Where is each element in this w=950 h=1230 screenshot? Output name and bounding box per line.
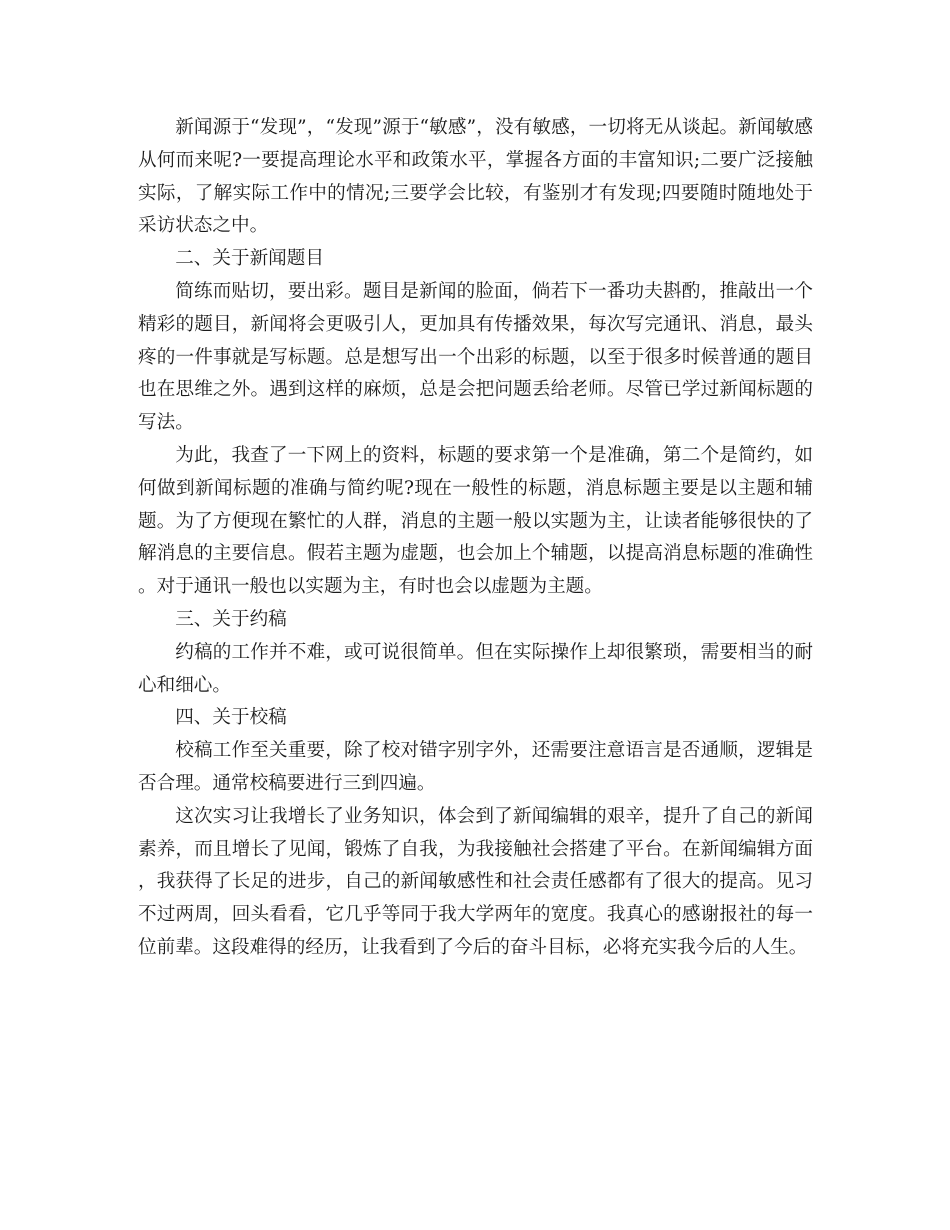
document-page [138,112,813,965]
paragraph-news-sensitivity: 新闻源于“发现”，“发现”源于“敏感”，没有敏感，一切将无从谈起。新闻敏感从何而来呢?一要提高理论水平和政策水平，掌握各方面的丰富知识;二要广泛接触实际，了解实际工作中的情况;三要学会比较，有鉴别才有发现;四要随时随地处于采访状态之中。 [138,117,813,237]
heading-news-title: 二、关于新闻题目 [175,248,324,270]
heading-proofreading: 四、关于校稿 [175,707,287,729]
paragraph-title-importance: 简练而贴切，要出彩。题目是新闻的脸面，倘若下一番功夫斟酌，推敲出一个精彩的题目，新闻将会更吸引人，更加具有传播效果，每次写完通讯、消息，最头疼的一件事就是写标题。总是想写出一个出彩的标题，以至于很多时候普通的题目也在思维之外。遇到这样的麻烦，总是会把问题丢给老师。尽管已学过新闻标题的写法。 [138,280,813,434]
heading-soliciting-articles: 三、关于约稿 [175,608,287,630]
paragraph-soliciting-articles: 约稿的工作并不难，或可说很简单。但在实际操作上却很繁琐，需要相当的耐心和细心。 [138,641,813,696]
paragraph-title-requirements: 为此，我查了一下网上的资料，标题的要求第一个是准确，第二个是简约，如何做到新闻标题的准确与简约呢?现在一般性的标题，消息标题主要是以主题和辅题。为了方便现在繁忙的人群，消息的主题一般以实题为主，让读者能够很快的了解消息的主要信息。假若主题为虚题，也会加上个辅题，以提高消息标题的准确性。对于通讯一般也以实题为主，有时也会以虚题为主题。 [138,444,813,598]
paragraph-conclusion: 这次实习让我增长了业务知识，体会到了新闻编辑的艰辛，提升了自己的新闻素养，而且增长了见闻，锻炼了自我，为我接触社会搭建了平台。在新闻编辑方面，我获得了长足的进步，自己的新闻敏感性和社会责任感都有了很大的提高。见习不过两周，回头看看，它几乎等同于我大学两年的宽度。我真心的感谢报社的每一位前辈。这段难得的经历，让我看到了今后的奋斗目标，必将充实我今后的人生。 [138,805,813,958]
paragraph-proofreading: 校稿工作至关重要，除了校对错字别字外，还需要注意语言是否通顺，逻辑是否合理。通常校稿要进行三到四遍。 [138,740,813,794]
